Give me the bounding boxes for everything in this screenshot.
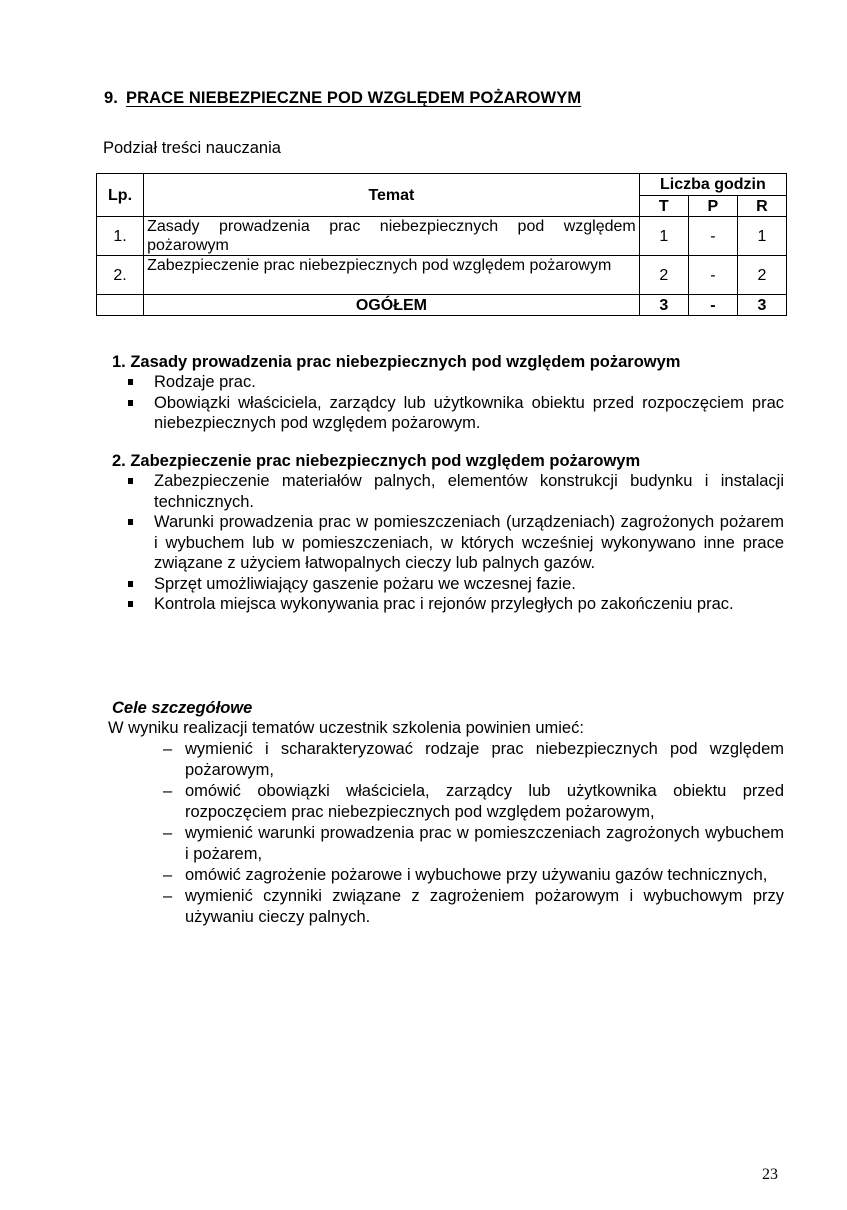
- table-row: [97, 217, 787, 256]
- col-topic-header: Temat: [144, 174, 640, 217]
- list-item: [163, 865, 784, 886]
- section-1: [112, 352, 784, 434]
- bullet-icon: [128, 581, 133, 587]
- total-label: OGÓŁEM: [144, 295, 640, 316]
- dash-icon: –: [163, 740, 173, 758]
- list-item-text: Rodzaje prac.: [154, 373, 256, 391]
- total-r: 3: [737, 295, 786, 316]
- bullet-icon: [128, 400, 133, 406]
- list-item-text: wymienić warunki prowadzenia prac w pomieszczeniach zagrożonych wybuchem i pożarem,: [185, 824, 784, 863]
- table-row: [97, 256, 787, 295]
- row-p: -: [688, 217, 737, 256]
- heading-title: PRACE NIEBEZPIECZNE POD WZGLĘDEM POŻAROWYM: [125, 89, 582, 107]
- section-heading: [104, 89, 581, 108]
- dash-icon: –: [163, 866, 173, 884]
- list-item: [154, 471, 784, 512]
- row-t: 1: [639, 217, 688, 256]
- row-topic: Zasady prowadzenia prac niebezpiecznych pod względem pożarowym: [144, 217, 640, 256]
- list-item-text: omówić obowiązki właściciela, zarządcy lub użytkownika obiektu przed rozpoczęciem prac niebezpiecznych pod względem pożarowym,: [185, 782, 784, 821]
- goals-title: Cele szczegółowe: [112, 699, 253, 717]
- col-r-header: R: [737, 196, 786, 217]
- list-item: [154, 512, 784, 574]
- dash-icon: –: [163, 824, 173, 842]
- col-t-header: T: [639, 196, 688, 217]
- dash-icon: –: [163, 887, 173, 905]
- section-title: 1. Zasady prowadzenia prac niebezpiecznych pod względem pożarowym: [112, 353, 681, 371]
- row-r: 1: [737, 217, 786, 256]
- list-item-text: Kontrola miejsca wykonywania prac i rejonów przyległych po zakończeniu prac.: [154, 595, 734, 613]
- row-p: -: [688, 256, 737, 295]
- bullet-icon: [128, 601, 133, 607]
- heading-number: 9.: [104, 89, 118, 107]
- list-item: [163, 823, 784, 865]
- col-hours-header: Liczba godzin: [639, 174, 786, 196]
- col-p-header: P: [688, 196, 737, 217]
- hours-table: [96, 173, 787, 316]
- goals-intro: W wyniku realizacji tematów uczestnik szkolenia powinien umieć:: [108, 719, 584, 737]
- bullet-icon: [128, 478, 133, 484]
- section-2: [112, 451, 784, 615]
- dash-icon: –: [163, 782, 173, 800]
- row-lp: 2.: [97, 256, 144, 295]
- list-item-text: Sprzęt umożliwiający gaszenie pożaru we wczesnej fazie.: [154, 574, 576, 593]
- list-item: [154, 372, 784, 393]
- total-row: [97, 295, 787, 316]
- list-item-text: wymienić czynniki związane z zagrożeniem pożarowym i wybuchowym przy używaniu cieczy palnych.: [185, 887, 784, 926]
- row-r: 2: [737, 256, 786, 295]
- list-item-text: Zabezpieczenie materiałów palnych, elementów konstrukcji budynku i instalacji technicznych.: [154, 472, 784, 511]
- list-item: [163, 739, 784, 781]
- list-item-text: Obowiązki właściciela, zarządcy lub użytkownika obiektu przed rozpoczęciem prac niebezpiecznych pod względem pożarowym.: [154, 393, 784, 432]
- bullet-list: [112, 471, 784, 615]
- bullet-list: [112, 372, 784, 434]
- bullet-icon: [128, 379, 133, 385]
- goals-list: [163, 739, 784, 928]
- total-t: 3: [639, 295, 688, 316]
- list-item-text: Warunki prowadzenia prac w pomieszczeniach (urządzeniach) zagrożonych pożarem i wybuchem lub w pomieszczeniach, w których wcześniej wykonywano inne prace związane z użyciem łatwopalnych cieczy lub palnych gazów.: [154, 513, 784, 572]
- list-item: [154, 393, 784, 434]
- content-subtitle: Podział treści nauczania: [103, 139, 281, 157]
- list-item: [163, 781, 784, 823]
- col-lp-header: Lp.: [97, 174, 144, 217]
- list-item-text: omówić zagrożenie pożarowe i wybuchowe przy używaniu gazów technicznych,: [185, 866, 768, 884]
- section-title: 2. Zabezpieczenie prac niebezpiecznych pod względem pożarowym: [112, 452, 641, 470]
- list-item: [154, 574, 784, 595]
- page-number: 23: [762, 1166, 778, 1183]
- row-topic: Zabezpieczenie prac niebezpiecznych pod względem pożarowym: [144, 256, 640, 295]
- goals-section: [108, 697, 784, 926]
- total-empty-cell: [97, 295, 144, 316]
- row-lp: 1.: [97, 217, 144, 256]
- list-item: [154, 594, 784, 615]
- list-item: [163, 886, 784, 928]
- total-p: -: [688, 295, 737, 316]
- bullet-icon: [128, 519, 133, 525]
- row-t: 2: [639, 256, 688, 295]
- list-item-text: wymienić i scharakteryzować rodzaje prac niebezpiecznych pod względem pożarowym,: [185, 740, 784, 779]
